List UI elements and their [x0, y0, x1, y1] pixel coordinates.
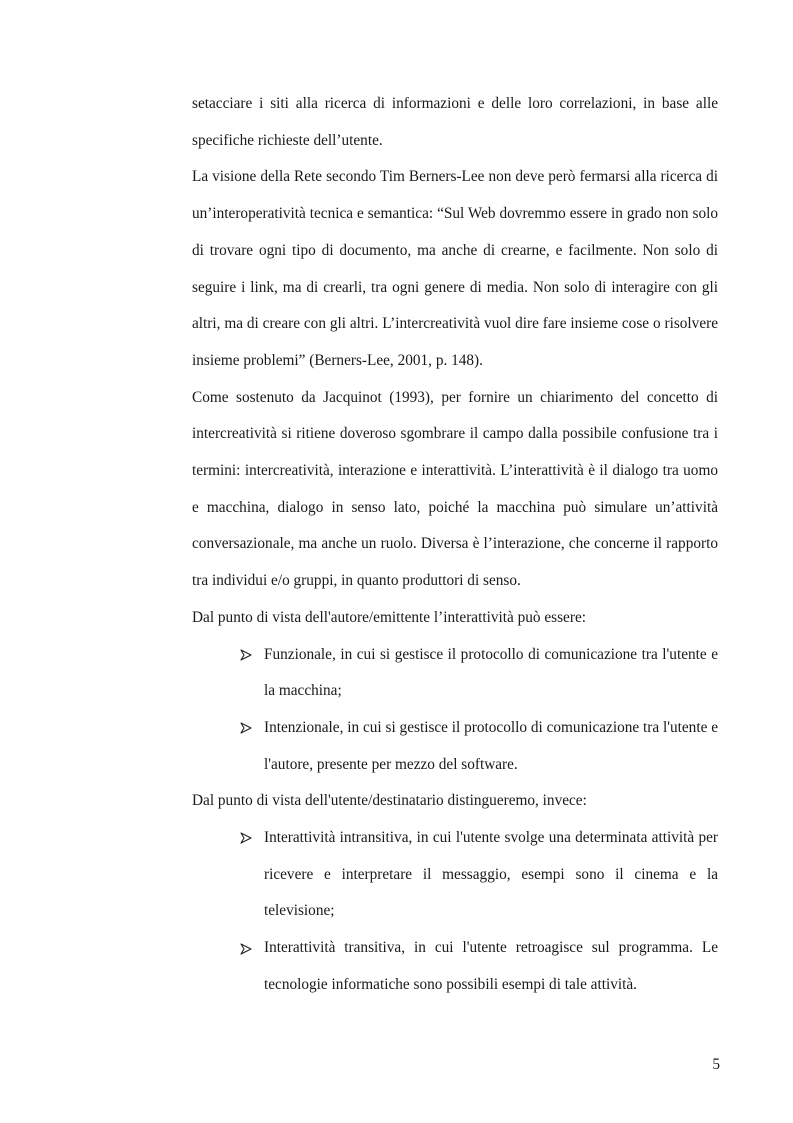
page-body [192, 86, 718, 1004]
list-item [264, 820, 718, 930]
page-number: 5 [712, 1056, 720, 1073]
list-item [264, 710, 718, 783]
paragraph-5: Dal punto di vista dell'utente/destinatario distingueremo, invece: [192, 792, 587, 810]
paragraph-3: Come sostenuto da Jacquinot (1993), per fornire un chiarimento del concetto di intercreatività si ritiene doveroso sgombrare il campo dalla possibile confusione tra i termini: intercreatività, interazione e interattività. L’interattività è il dialogo tra uomo e macchina, dialogo in senso lato, poiché la macchina può simulare un’attività conversazionale, ma anche un ruolo. Diversa è l’interazione, che concerne il rapporto tra individui e/o gruppi, in quanto produttori di senso. [192, 388, 718, 590]
arrow-bullet-icon [240, 930, 254, 967]
list-item [264, 930, 718, 1003]
list-item [264, 637, 718, 710]
list-item-text: Intenzionale, in cui si gestisce il protocollo di comunicazione tra l'utente e l'autore, presente per mezzo del software. [264, 718, 718, 773]
list-item-text: Funzionale, in cui si gestisce il protocollo di comunicazione tra l'utente e la macchina; [264, 645, 718, 700]
arrow-bullet-icon [240, 820, 254, 857]
paragraph-1: setacciare i siti alla ricerca di informazioni e delle loro correlazioni, in base alle specifiche richieste dell’utente. [192, 95, 718, 149]
paragraph-2: La visione della Rete secondo Tim Berners-Lee non deve però fermarsi alla ricerca di un’interoperatività tecnica e semantica: “Sul Web dovremmo essere in grado non solo di trovare ogni tipo di documento, ma anche di crearne, e facilmente. Non solo di seguire i link, ma di crearli, tra ogni genere di media. Non solo di interagire con gli altri, ma di creare con gli altri. L’intercreatività vuol dire fare insieme cose o risolvere insieme problemi” (Berners-Lee, 2001, p. 148). [192, 168, 718, 369]
list-item-text: Interattività transitiva, in cui l'utente retroagisce sul programma. Le tecnologie informatiche sono possibili esempi di tale attività. [264, 939, 718, 993]
arrow-bullet-icon [240, 637, 254, 674]
arrow-bullet-icon [240, 710, 254, 747]
list-item-text: Interattività intransitiva, in cui l'utente svolge una determinata attività per ricevere e interpretare il messaggio, esempi sono il cinema e la televisione; [264, 829, 718, 920]
bullet-list-author [192, 637, 718, 784]
bullet-list-user [192, 820, 718, 1004]
paragraph-4: Dal punto di vista dell'autore/emittente l’interattività può essere: [192, 608, 586, 626]
